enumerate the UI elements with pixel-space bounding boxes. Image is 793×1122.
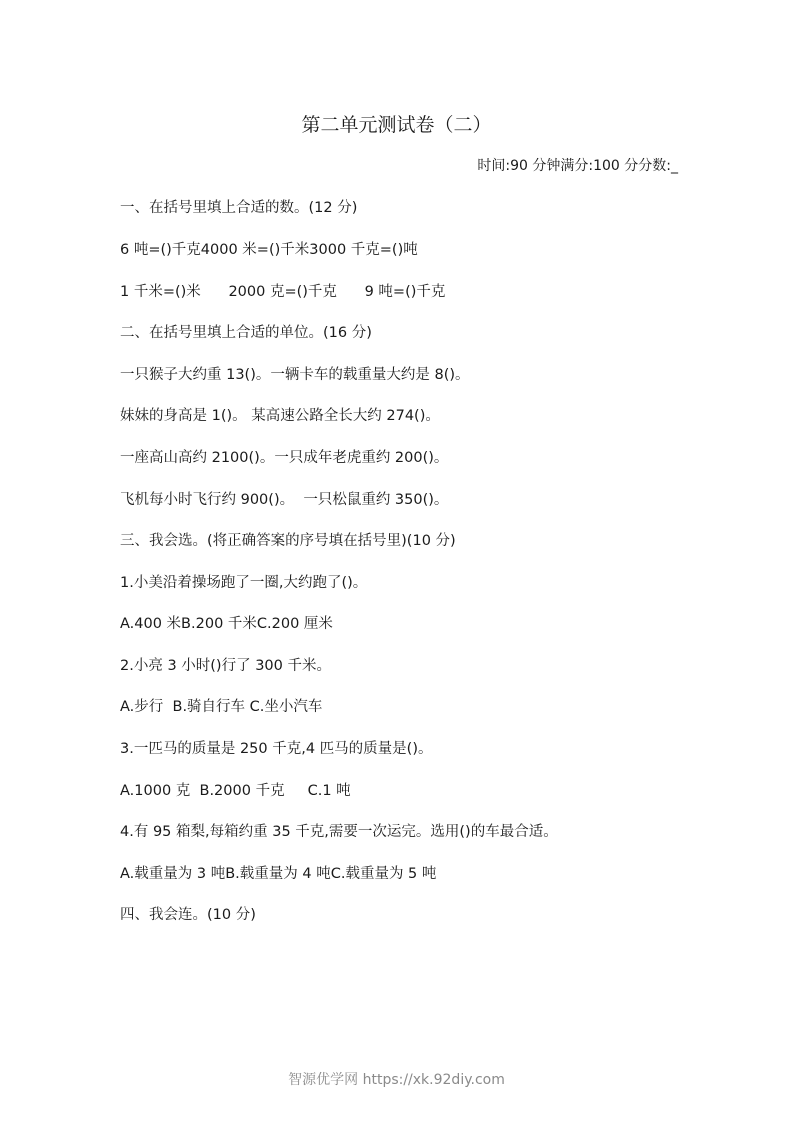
question-line: 3.一匹马的质量是 250 千克,4 匹马的质量是()。 (120, 741, 433, 757)
answer-options: A.1000 克 B.2000 千克 C.1 吨 (120, 783, 351, 799)
section-heading-3: 三、我会选。(将正确答案的序号填在括号里)(10 分) (120, 533, 456, 549)
question-line: 一座高山高约 2100()。一只成年老虎重约 200()。 (120, 450, 449, 466)
exam-meta-info: 时间:90 分钟满分:100 分分数:_ (477, 158, 678, 174)
document-title: 第二单元测试卷（二） (301, 114, 492, 136)
section-heading-4: 四、我会连。(10 分) (120, 907, 256, 923)
footer-watermark: 智源优学网 https://xk.92diy.com (288, 1072, 505, 1088)
question-line: 1.小美沿着操场跑了一圈,大约跑了()。 (120, 575, 368, 591)
answer-options: A.步行 B.骑自行车 C.坐小汽车 (120, 699, 323, 715)
section-heading-1: 一、在括号里填上合适的数。(12 分) (120, 200, 358, 216)
section-heading-2: 二、在括号里填上合适的单位。(16 分) (120, 325, 372, 341)
question-line: 一只猴子大约重 13()。一辆卡车的载重量大约是 8()。 (120, 367, 470, 383)
question-line: 2.小亮 3 小时()行了 300 千米。 (120, 658, 331, 674)
question-line: 6 吨=()千克4000 米=()千米3000 千克=()吨 (120, 242, 418, 258)
question-line: 4.有 95 箱梨,每箱约重 35 千克,需要一次运完。选用()的车最合适。 (120, 824, 558, 840)
answer-options: A.载重量为 3 吨B.载重量为 4 吨C.载重量为 5 吨 (120, 866, 437, 882)
question-line: 飞机每小时飞行约 900()。 一只松鼠重约 350()。 (120, 492, 449, 508)
answer-options: A.400 米B.200 千米C.200 厘米 (120, 616, 333, 632)
question-line: 妹妹的身高是 1()。 某高速公路全长大约 274()。 (120, 408, 440, 424)
question-line: 1 千米=()米 2000 克=()千克 9 吨=()千克 (120, 284, 446, 300)
